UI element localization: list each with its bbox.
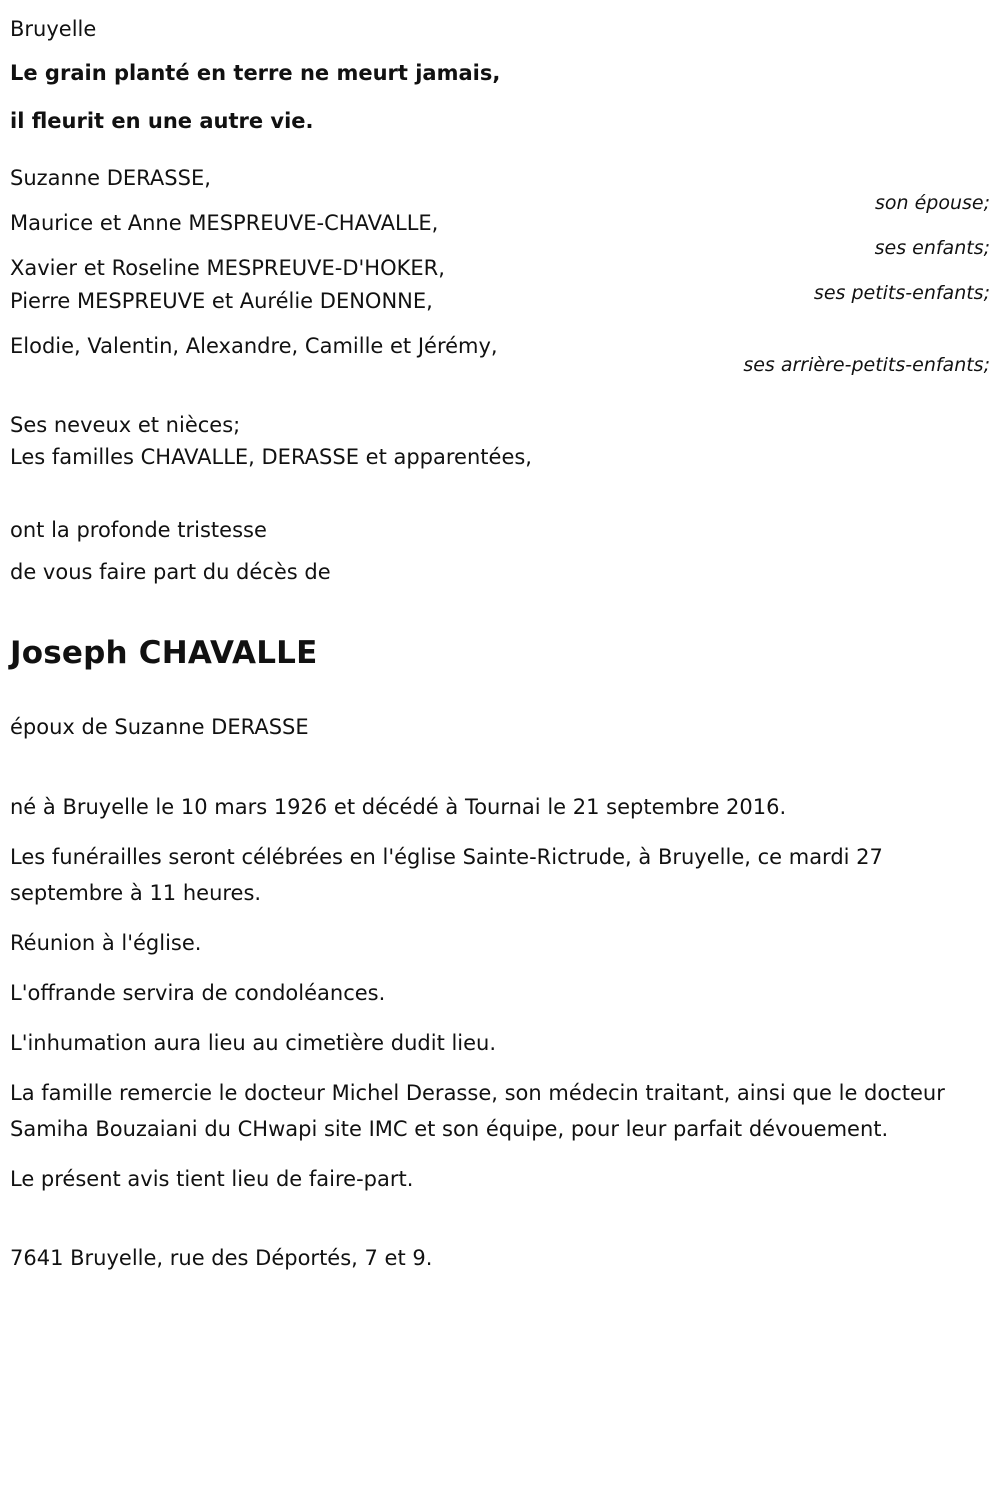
kin-names [10,162,650,195]
burial-line: L'inhumation aura lieu au cimetière dudit lieu. [10,1031,497,1055]
kin-line: Maurice et Anne MESPREUVE-CHAVALLE, [10,211,439,235]
family-group-children [10,207,990,259]
relatives-block [10,409,990,473]
kin-line: Elodie, Valentin, Alexandre, Camille et Jérémy, [10,334,498,358]
kin-role-great-grandchildren: ses arrière-petits-enfants; [743,354,990,376]
relatives-line-nephews: Ses neveux et nièces; [10,413,241,437]
kin-role-grandchildren: ses petits-enfants; [813,282,990,304]
gathering-line: Réunion à l'église. [10,931,202,955]
kin-role-children: ses enfants; [874,237,990,259]
family-group-spouse [10,162,990,214]
locality-text: Bruyelle [10,17,97,41]
kin-line: Suzanne DERASSE, [10,166,211,190]
verse-line-2: il fleurit en une autre vie. [10,109,314,133]
deceased-name: Joseph CHAVALLE [10,635,318,671]
lead-line-1: ont la profonde tristesse [10,518,267,542]
relatives-line-families: Les familles CHAVALLE, DERASSE et apparentées, [10,445,532,469]
kin-names [10,330,650,363]
family-list [10,162,990,473]
family-group-great-grandchildren [10,330,990,376]
kin-names [10,252,650,318]
address-line: 7641 Bruyelle, rue des Déportés, 7 et 9. [10,1246,433,1270]
details-block [10,789,990,1197]
funeral-line: Les funérailles seront célébrées en l'église Sainte-Rictrude, à Bruyelle, ce mardi 27 septembre à 11 heures. [10,845,883,905]
offering-line: L'offrande servira de condoléances. [10,981,386,1005]
verse-line-1: Le grain planté en terre ne meurt jamais, [10,61,501,85]
family-group-grandchildren [10,252,990,318]
birth-death-line: né à Bruyelle le 10 mars 1926 et décédé à Tournai le 21 septembre 2016. [10,795,787,819]
kin-line: Pierre MESPREUVE et Aurélie DENONNE, [10,289,433,313]
kin-role-spouse: son épouse; [874,192,990,214]
lead-line-2: de vous faire part du décès de [10,560,331,584]
notice-note-line: Le présent avis tient lieu de faire-part. [10,1167,414,1191]
announcement-lead-in [10,513,990,589]
thanks-line: La famille remercie le docteur Michel Derasse, son médecin traitant, ainsi que le docteur Samiha Bouzaiani du CHwapi site IMC et son équipe, pour leur parfait dévouement. [10,1081,945,1141]
spouse-of-text: époux de Suzanne DERASSE [10,715,309,739]
kin-line: Xavier et Roseline MESPREUVE-D'HOKER, [10,256,445,280]
kin-names [10,207,650,240]
